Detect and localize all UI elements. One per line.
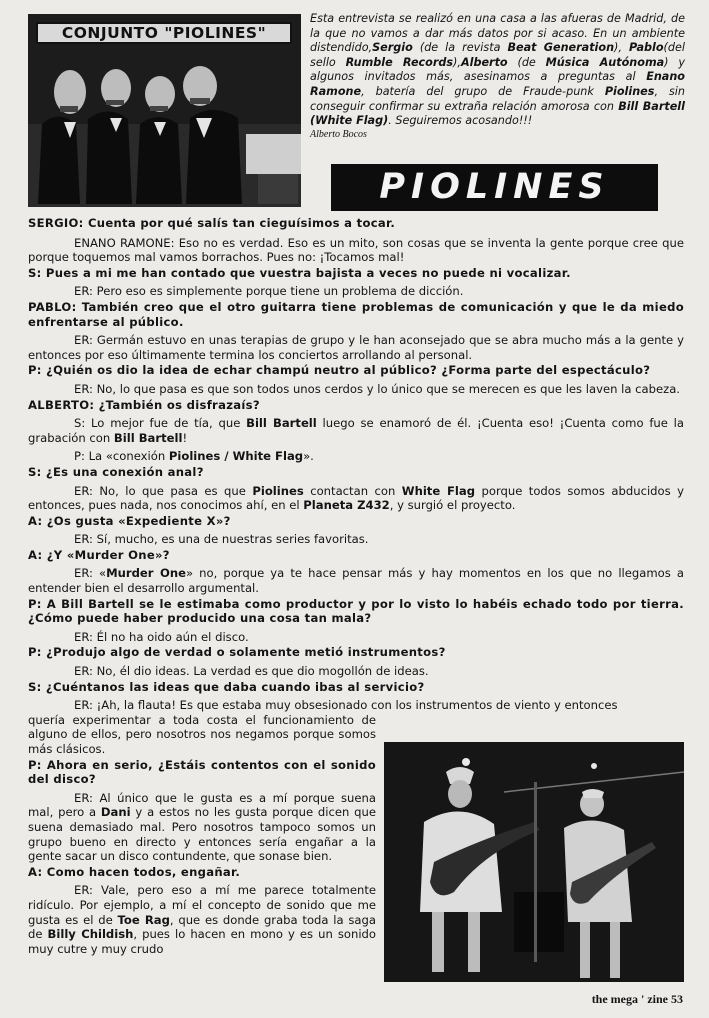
answer — [28, 566, 684, 595]
answer-text: S: Lo mejor fue de tía, que — [74, 416, 247, 431]
answer: ER: No, lo que pasa es que son todos unos cerdos y lo único que se merecen es que les laven la cabeza. — [74, 381, 680, 396]
answer-text: , pues lo hacen en mono y es un sonido muy cutre y muy crudo — [28, 927, 376, 956]
answer-name: Billy Childish — [47, 927, 134, 942]
band-photo — [28, 14, 301, 207]
answer: quería experimentar a toda costa el funcionamiento de alguno de ellos, pero nosotros nos negamos porque somos más clásicos. — [28, 712, 376, 756]
intro-name: Pablo — [628, 41, 664, 55]
question: S: ¿Cuéntanos las ideas que daba cuando ibas al servicio? — [28, 679, 425, 694]
question: S: ¿Es una conexión anal? — [28, 464, 204, 479]
answer-name: Piolines / White Flag — [168, 449, 304, 464]
intro-name: Bill Bartell (White Flag) — [310, 99, 685, 128]
intro-text: (del sello — [310, 41, 685, 69]
answer-text: contactan con — [303, 483, 402, 498]
question: P: Ahora en serio, ¿Estáis contentos con el sonido del disco? — [28, 757, 376, 787]
answer-text: , y surgió el proyecto. — [389, 498, 516, 513]
answer: ER: Germán estuvo en unas terapias de grupo y le han aconsejado que se abra mucho más a la gente y entonces por eso últimamente termina los conciertos arrollando al personal. — [28, 333, 684, 362]
question: P: A Bill Bartell se le estimaba como productor y por lo visto lo habéis echado todo por tierra. ¿Cómo puede haber producido una cosa tan mala? — [28, 596, 684, 626]
intro-text: (de — [507, 55, 546, 69]
page-footer: the mega ' zine 53 — [591, 992, 683, 1006]
answer — [28, 883, 376, 956]
intro-text: . Seguiremos acosando!!! — [388, 114, 533, 128]
answer-name: Bill Bartell — [246, 416, 317, 431]
intro-text: , batería del grupo de Fraude-punk — [361, 84, 605, 98]
answer-name: Toe Rag — [117, 912, 170, 927]
question: P: ¿Quién os dio la idea de echar champú neutro al público? ¿Forma parte del espectáculo? — [28, 363, 651, 378]
author-signature: Alberto Bocos — [310, 128, 367, 140]
intro-name: Enano Ramone — [310, 70, 685, 98]
live-photo — [384, 742, 684, 982]
question: A: Como hacen todos, engañar. — [28, 864, 241, 879]
answer: ER: No, él dio ideas. La verdad es que dio mogollón de ideas. — [74, 664, 429, 679]
wrapped-column — [28, 713, 376, 957]
question: A: ¿Os gusta «Expediente X»? — [28, 513, 231, 528]
answer: ER: Sí, mucho, es una de nuestras series favoritas. — [74, 532, 369, 547]
intro-text: ) y algunos invitados más, asesinamos a preguntas al — [310, 55, 685, 84]
answer-text: , que es donde graba toda la saga de — [28, 912, 376, 942]
question: SERGIO: Cuenta por qué salís tan cieguísimos a tocar. — [28, 216, 396, 230]
answer-name: Bill Bartell — [113, 430, 183, 445]
answer-text: ER: Vale, pero eso a mí me parece totalmente ridículo. Por ejemplo, a mí el concepto de sonido que me gusta es el de — [28, 883, 376, 927]
question: P: ¿Produjo algo de verdad o solamente metió instrumentos? — [28, 645, 446, 660]
question: ALBERTO: ¿También os disfrazaís? — [28, 397, 260, 412]
intro-name: Piolines — [604, 84, 655, 98]
answer-text: ER: No, lo que pasa es que — [74, 483, 253, 498]
answer-name: Planeta Z432 — [303, 498, 390, 513]
question: PABLO: También creo que el otro guitarra tiene problemas de comunicación y que le da miedo enfrentarse al público. — [28, 299, 684, 329]
title-banner: PIOLINES — [331, 164, 658, 211]
answer — [28, 484, 684, 513]
intro-text: (de la revista — [412, 41, 508, 55]
answer — [28, 416, 684, 445]
answer: ENANO RAMONE: Eso no es verdad. Eso es un mito, son cosas que se inventa la gente porque cree que porque toquemos mal vamos borrachos. Pues no: ¡Tocamos mal! — [28, 235, 684, 265]
question: S: Pues a mi me han contado que vuestra bajista a veces no puede ni vocalizar. — [28, 265, 571, 280]
answer-text: porque todos somos abducidos y entonces, pues nada, nos conocimos ahí, en el — [28, 483, 684, 513]
intro-name: Música Autónoma — [545, 55, 665, 69]
photo-caption: CONJUNTO "PIOLINES" — [36, 22, 292, 44]
intro-name: Alberto — [460, 55, 508, 69]
answer-text: ER: Al único que le gusta es a mí porque suena mal, pero a — [28, 790, 376, 820]
answer-name: Piolines — [252, 483, 304, 498]
answer-name: Murder One — [106, 566, 186, 581]
answer-text: P: La «conexión — [74, 449, 169, 464]
answer: ER: Él no ha oido aún el disco. — [74, 629, 249, 644]
answer-text: ». — [303, 449, 314, 464]
intro-name: Rumble Records — [345, 55, 454, 69]
intro-name: Sergio — [372, 41, 413, 55]
intro-text: Esta entrevista se realizó en una casa a las afueras de Madrid, de la que no vamos a dar más datos por si acaso. En un ambiente distendido, — [310, 12, 685, 55]
answer-text: ! — [182, 430, 188, 445]
intro-name: Beat Generation — [507, 41, 615, 55]
answer — [28, 791, 376, 864]
intro-text: , sin conseguir confirmar su extraña relación amorosa con — [310, 84, 685, 113]
live-photo-image — [384, 742, 684, 982]
answer-text: luego se enamoró de él. ¡Cuenta eso! ¡Cuenta como fue la grabación con — [28, 416, 685, 445]
intro-text: ), — [453, 55, 461, 69]
intro-paragraph — [310, 12, 685, 141]
answer — [28, 449, 684, 464]
answer-text: » no, porque ya te hace pensar más y hay momentos en los que no llegamos a entender bien el desarrollo argumental. — [28, 566, 684, 596]
answer-text: y a estos no les gusta porque dicen que suena demasiado mal. Pero nosotros tampoco somos un grupo bueno en directo y entonces sería engañar a la gente sacar un disco contundente, que sonase bien. — [28, 805, 377, 864]
question: A: ¿Y «Murder One»? — [28, 547, 170, 562]
answer-name: Dani — [100, 805, 131, 820]
answer-text: ER: « — [74, 566, 107, 581]
answer: ER: Pero eso es simplemente porque tiene un problema de dicción. — [74, 284, 464, 299]
answer: ER: ¡Ah, la flauta! Es que estaba muy obsesionado con los instrumentos de viento y entonces — [74, 698, 618, 713]
intro-text: ), — [614, 41, 629, 55]
answer-name: White Flag — [401, 483, 476, 498]
